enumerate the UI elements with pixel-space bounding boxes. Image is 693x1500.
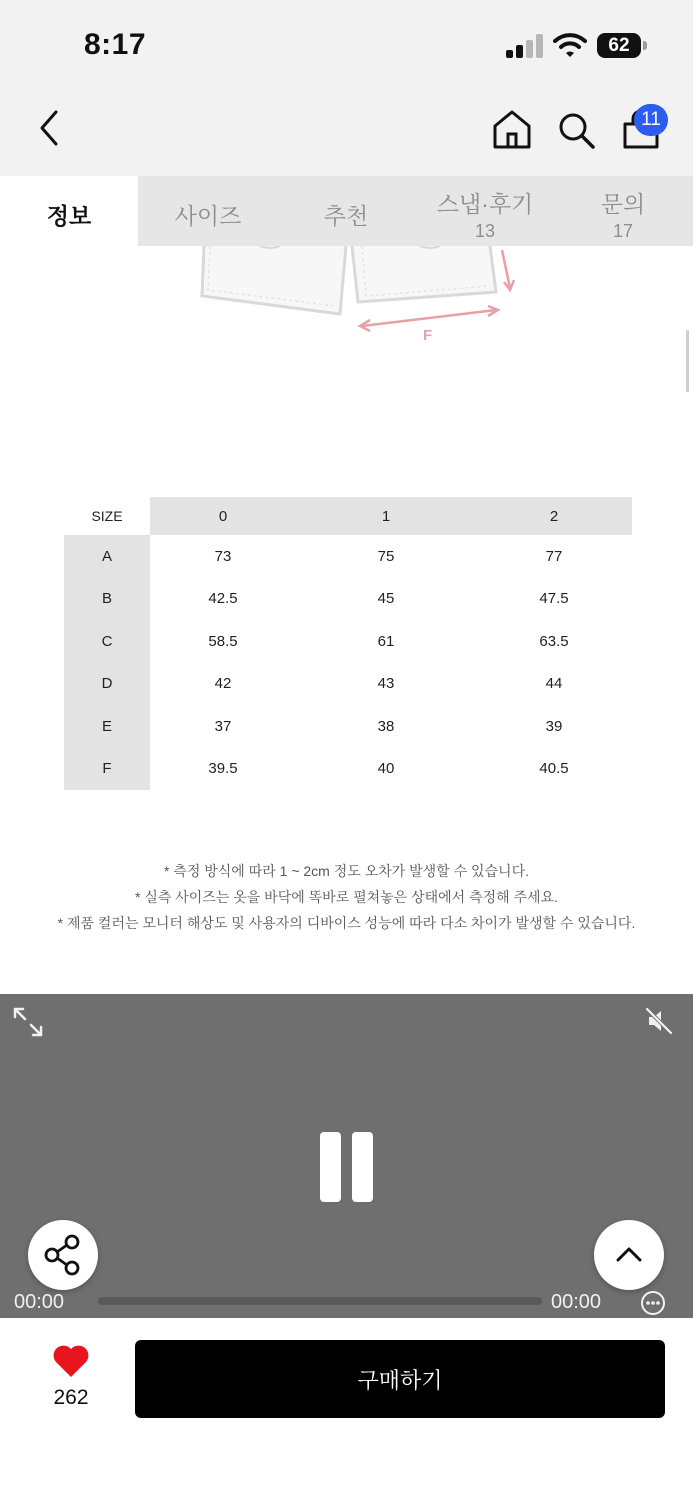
- table-header-cell: 0: [150, 497, 296, 535]
- table-cell: 73: [214, 547, 232, 565]
- note-line: * 제품 컬러는 모니터 해상도 및 사용자의 디바이스 성능에 따라 다소 차이가 발생할 수 있습니다.: [57, 915, 636, 931]
- table-cell: 75: [377, 547, 395, 565]
- tab-size[interactable]: 사이즈: [174, 203, 242, 229]
- table-cell: 39.5: [208, 760, 238, 778]
- total-time: 00:00: [551, 1291, 602, 1313]
- chevron-up-icon: [594, 1220, 664, 1290]
- share-icon: [28, 1220, 98, 1290]
- table-cell: 43: [377, 675, 395, 693]
- table-cell: 38: [377, 717, 395, 735]
- status-time: 8:17: [84, 28, 147, 61]
- table-cell: 39: [545, 717, 563, 735]
- battery-indicator: [597, 33, 647, 58]
- table-cell: 61: [377, 632, 395, 650]
- note-line: * 실측 사이즈는 옷을 바닥에 똑바로 펼쳐놓은 상태에서 측정해 주세요.: [134, 889, 558, 905]
- header-area: [0, 0, 693, 176]
- note-line: * 측정 방식에 따라 1 ~ 2cm 정도 오차가 발생할 수 있습니다.: [163, 863, 529, 879]
- fullscreen-expand-icon[interactable]: [12, 1006, 44, 1038]
- table-row: [64, 535, 632, 578]
- video-player[interactable]: [0, 994, 693, 1318]
- table-cell: D: [64, 663, 150, 706]
- wifi-icon: [553, 32, 587, 58]
- table-cell: 44: [545, 675, 563, 693]
- tab-snap-review-count: 13: [474, 221, 496, 241]
- cart-count-badge: 11: [634, 104, 668, 136]
- pause-button[interactable]: [320, 1132, 374, 1202]
- table-cell: 40.5: [539, 760, 569, 778]
- table-row: [64, 748, 632, 791]
- battery-level: 62: [597, 33, 641, 58]
- table-row: [64, 705, 632, 748]
- table-cell: 47.5: [539, 590, 569, 608]
- home-icon[interactable]: [491, 108, 533, 150]
- table-row: [64, 578, 632, 621]
- tab-snap-review[interactable]: 스냅·후기 13: [414, 176, 556, 246]
- measure-label-f: F: [423, 327, 433, 344]
- measurement-notes: [0, 858, 693, 936]
- cellular-signal-icon: [506, 34, 544, 58]
- back-arrow-icon[interactable]: [34, 108, 66, 148]
- tab-bar: [0, 176, 693, 246]
- table-row: [64, 663, 632, 706]
- tab-recommend[interactable]: 추천: [323, 203, 369, 229]
- current-time: 00:00: [14, 1291, 65, 1313]
- table-header-cell: SIZE: [91, 508, 123, 524]
- shorts-measurement-illustration: [190, 246, 530, 346]
- table-cell: 63.5: [539, 632, 569, 650]
- table-cell: 58.5: [208, 632, 238, 650]
- table-cell: F: [64, 748, 150, 791]
- table-cell: E: [64, 705, 150, 748]
- table-cell: 77: [545, 547, 563, 565]
- table-cell: B: [64, 578, 150, 621]
- table-cell: 40: [377, 760, 395, 778]
- buy-button[interactable]: 구매하기: [135, 1340, 665, 1418]
- heart-icon[interactable]: [52, 1344, 90, 1378]
- table-header-cell: 1: [296, 497, 476, 535]
- table-cell: 42.5: [208, 590, 238, 608]
- scroll-to-top-button[interactable]: [594, 1220, 664, 1290]
- progress-bar[interactable]: [98, 1297, 542, 1305]
- table-cell: C: [64, 620, 150, 663]
- table-header-cell: 2: [476, 497, 632, 535]
- bottom-action-bar: [0, 1318, 693, 1500]
- table-row: [64, 620, 632, 663]
- table-cell: 45: [377, 590, 395, 608]
- table-cell: 42: [214, 675, 232, 693]
- tab-inquiry-count: 17: [612, 221, 634, 241]
- table-header-row: [64, 497, 632, 535]
- more-options-icon[interactable]: [640, 1290, 666, 1316]
- size-table: [64, 497, 632, 790]
- table-cell: A: [64, 535, 150, 578]
- tab-info[interactable]: 정보: [0, 176, 138, 246]
- mute-speaker-icon[interactable]: [644, 1006, 674, 1036]
- share-button[interactable]: [28, 1220, 98, 1290]
- scroll-indicator: [686, 330, 689, 392]
- tab-inquiry[interactable]: 문의 17: [556, 176, 690, 246]
- like-count: 262: [53, 1386, 89, 1409]
- search-icon[interactable]: [556, 110, 596, 150]
- table-cell: 37: [214, 717, 232, 735]
